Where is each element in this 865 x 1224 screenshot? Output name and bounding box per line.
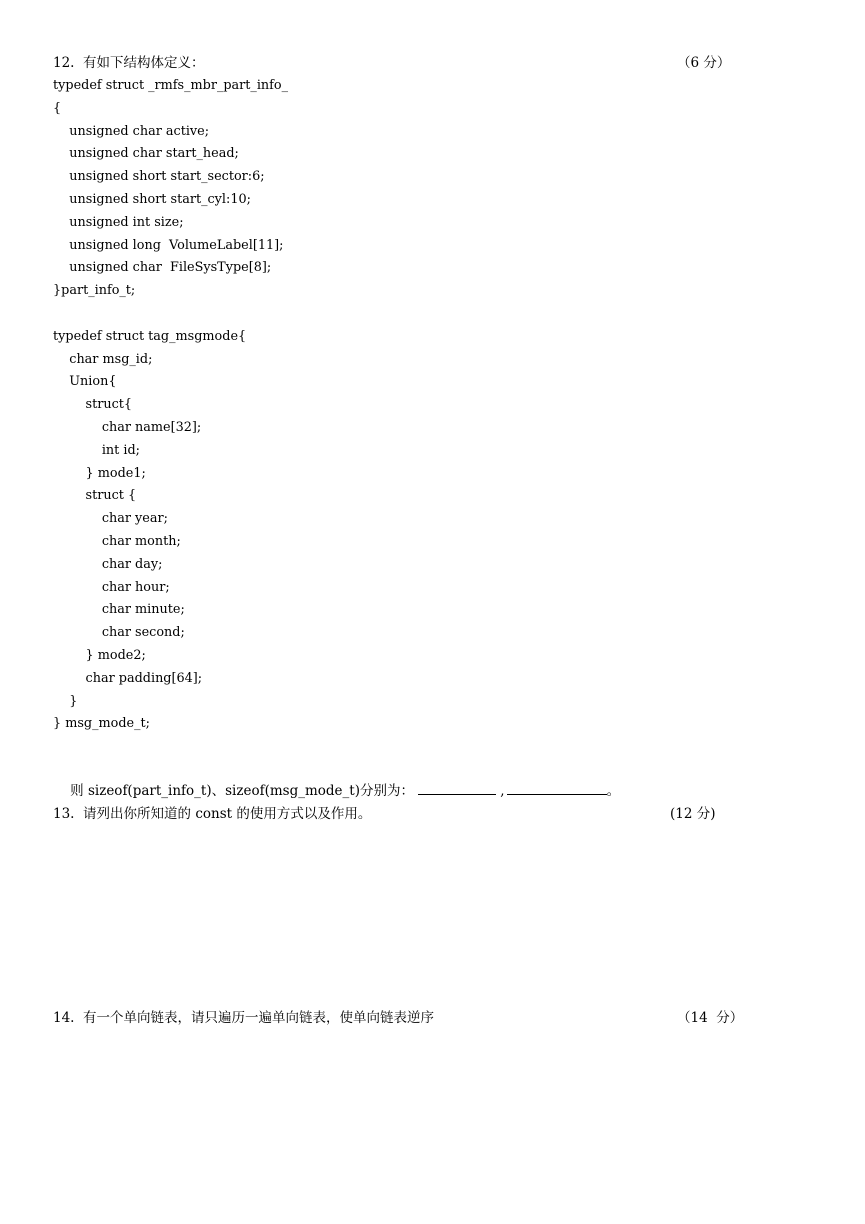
code-line: char name[32]; (53, 419, 202, 435)
q12-answer-separator: , (495, 783, 505, 799)
code-line: char second; (53, 625, 185, 641)
code-line: }part_info_t; (53, 283, 136, 299)
q12-answer-prefix: 则 sizeof(part_info_t)、sizeof(msg_mode_t)分别为： (70, 783, 414, 799)
code-line: char year; (53, 511, 168, 527)
q12-answer-end: 。 (606, 783, 621, 799)
q13-header (53, 803, 835, 825)
code-line: unsigned char active; (53, 123, 210, 139)
code-line: { (53, 100, 62, 116)
code-line: struct { (53, 488, 137, 504)
code-line: unsigned int size; (53, 214, 184, 230)
code-line: unsigned short start_cyl:10; (53, 191, 251, 207)
code-line: char msg_id; (53, 351, 153, 367)
q13-score: (12 分) (670, 806, 716, 822)
q12-score: （6 分） (677, 55, 731, 71)
code-line: } (53, 693, 78, 709)
code-line (53, 303, 288, 326)
code-line: unsigned long VolumeLabel[11]; (53, 237, 284, 253)
code-line: unsigned char FileSysType[8]; (53, 260, 272, 276)
answer-blank-2[interactable] (507, 780, 607, 795)
code-line: int id; (53, 442, 140, 458)
q12-header (53, 52, 835, 74)
code-line: char day; (53, 556, 163, 572)
q12-code-block (53, 75, 288, 736)
code-line: char hour; (53, 579, 170, 595)
code-line: struct{ (53, 397, 133, 413)
code-line: char padding[64]; (53, 670, 203, 686)
code-line: typedef struct _rmfs_mbr_part_info_ (53, 78, 288, 93)
q12-title: 12. 有如下结构体定义： (53, 55, 205, 71)
code-line: typedef struct tag_msgmode{ (53, 328, 247, 344)
code-line: } msg_mode_t; (53, 716, 150, 732)
code-line: Union{ (53, 374, 117, 390)
code-line: unsigned char start_head; (53, 146, 239, 162)
q14-header (53, 1007, 835, 1029)
answer-blank-1[interactable] (418, 780, 496, 795)
code-line: } mode2; (53, 647, 146, 663)
q14-score: （14 分） (677, 1010, 744, 1026)
code-line: char month; (53, 533, 181, 549)
code-line: unsigned short start_sector:6; (53, 169, 265, 185)
code-line: char minute; (53, 602, 185, 618)
q14-title: 14. 有一个单向链表，请只遍历一遍单向链表，使单向链表逆序 (53, 1010, 435, 1026)
q12-answer-line (53, 758, 621, 799)
code-line: } mode1; (53, 465, 146, 481)
q13-title: 13. 请列出你所知道的 const 的使用方式以及作用。 (53, 806, 372, 822)
